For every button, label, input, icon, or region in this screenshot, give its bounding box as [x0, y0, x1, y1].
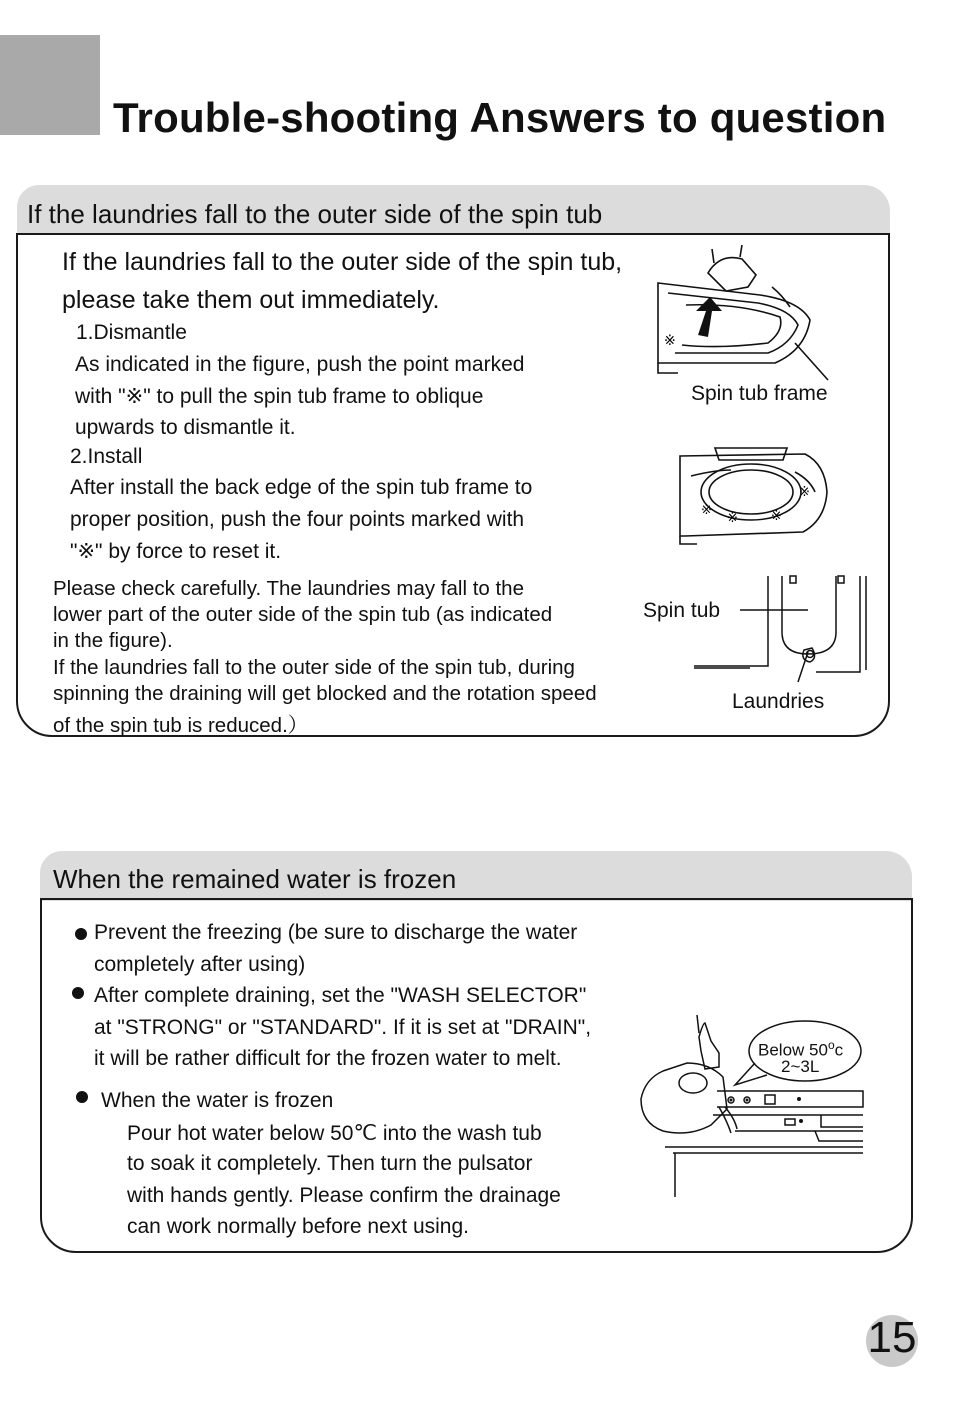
dismantle-heading: 1.Dismantle: [76, 321, 187, 344]
bullet3-heading: When the water is frozen: [101, 1089, 334, 1112]
svg-text:※: ※: [771, 509, 782, 524]
bullet3-line: Pour hot water below 50℃ into the wash tub: [127, 1122, 542, 1145]
label-spin-tub: Spin tub: [643, 599, 721, 622]
callout-volume: 2~3L: [781, 1057, 820, 1076]
note-line: If the laundries fall to the outer side of the spin tub, during: [53, 656, 575, 679]
dismantle-line: with "※" to pull the spin tub frame to oblique: [75, 385, 484, 408]
install-line: "※" by force to reset it.: [70, 540, 282, 563]
dismantle-line: upwards to dismantle it.: [75, 416, 296, 439]
section1-intro-line2: please take them out immediately.: [62, 286, 440, 314]
bullet1-line: Prevent the freezing (be sure to discharge the water: [94, 921, 578, 944]
label-laundries: Laundries: [732, 690, 825, 713]
install-illustration: [675, 440, 835, 550]
bullet2-line: After complete draining, set the "WASH SELECTOR": [94, 984, 587, 1007]
spin-tub-illustration: [690, 570, 870, 690]
label-spin-tub-frame: Spin tub frame: [691, 382, 828, 405]
install-line: After install the back edge of the spin tub frame to: [70, 476, 533, 499]
dismantle-line: As indicated in the figure, push the point marked: [75, 353, 525, 376]
install-line: proper position, push the four points marked with: [70, 508, 525, 531]
dismantle-illustration: [650, 245, 850, 385]
bullet-icon: [76, 1091, 88, 1103]
callout-temperature-prefix: Below 50: [758, 1040, 828, 1060]
page-number: 15: [867, 1313, 917, 1362]
note-line: in the figure).: [53, 629, 173, 652]
svg-text:※: ※: [727, 511, 738, 526]
bullet3-line: to soak it completely. Then turn the pulsator: [127, 1152, 533, 1175]
callout-temperature-suffix: c: [834, 1040, 844, 1060]
svg-text:※: ※: [664, 333, 676, 349]
section2-header-text: When the remained water is frozen: [53, 864, 457, 894]
bullet1-line: completely after using): [94, 953, 306, 976]
bullet3-line: with hands gently. Please confirm the drainage: [127, 1184, 561, 1207]
gray-corner-tab: [0, 35, 100, 135]
bullet2-line: at "STRONG" or "STANDARD". If it is set at "DRAIN",: [94, 1016, 592, 1039]
note-line: lower part of the outer side of the spin tub (as indicated: [53, 603, 553, 626]
section2-header: [40, 851, 912, 901]
section1-intro-line1: If the laundries fall to the outer side of the spin tub,: [62, 248, 623, 276]
bullet-icon: [75, 928, 87, 940]
section1-header-text: If the laundries fall to the outer side of the spin tub: [27, 199, 603, 229]
note-line: spinning the draining will get blocked and the rotation speed: [53, 682, 597, 705]
degree-mark: o: [827, 1038, 835, 1052]
install-heading: 2.Install: [70, 445, 143, 468]
bullet3-line: can work normally before next using.: [127, 1215, 469, 1238]
bullet-icon: [72, 987, 84, 999]
svg-text:※: ※: [799, 485, 810, 500]
note-line: of the spin tub is reduced.）: [53, 714, 309, 737]
svg-text:※: ※: [701, 503, 712, 518]
bullet2-line: it will be rather difficult for the frozen water to melt.: [94, 1047, 562, 1070]
section1-header: [17, 185, 890, 235]
note-line: Please check carefully. The laundries may fall to the: [53, 577, 524, 600]
page-title: Trouble-shooting Answers to question: [113, 94, 887, 141]
